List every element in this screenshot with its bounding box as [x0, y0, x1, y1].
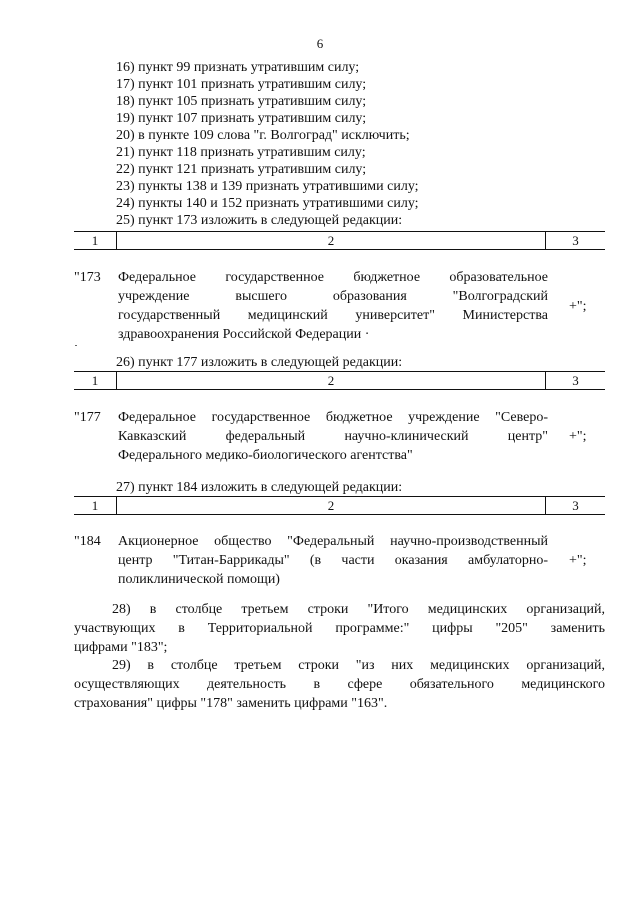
entry-line: здравоохранения Российской Федерации · — [118, 327, 370, 342]
entry-text-177 — [118, 408, 548, 465]
entry-line: поликлинической помощи) — [118, 572, 280, 587]
table-header-col-3: 3 — [572, 373, 579, 388]
table-header-row — [74, 371, 605, 390]
entry-end-184: +"; — [569, 553, 587, 568]
paragraph-line: страхования" цифры "178" заменить цифрами "163". — [74, 696, 388, 711]
list-item: 20) в пункте 109 слова "г. Волгоград" исключить; — [116, 128, 410, 143]
entry-line: учреждение высшего образования "Волгоградский — [118, 289, 548, 304]
entry-number-177: "177 — [74, 410, 101, 425]
entry-line: государственный медицинский университет" Министерства — [118, 308, 548, 323]
list-item: 19) пункт 107 признать утратившим силу; — [116, 111, 367, 126]
list-item: 21) пункт 118 признать утратившим силу; — [116, 145, 366, 160]
entry-text-173 — [118, 268, 548, 344]
paragraph-29 — [74, 656, 605, 713]
list-item: 23) пункты 138 и 139 признать утратившими силу; — [116, 179, 419, 194]
table-header-row — [74, 231, 605, 250]
list-item: 24) пункты 140 и 152 признать утратившими силу; — [116, 196, 419, 211]
table-header-col-3: 3 — [572, 498, 579, 513]
list-item: 16) пункт 99 признать утратившим силу; — [116, 60, 360, 75]
table-header-col-2: 2 — [116, 497, 546, 514]
paragraph-line: участвующих в Территориальной программе:" цифры "205" заменить — [74, 621, 605, 636]
table-header-col-1: 1 — [91, 498, 99, 513]
amendment-list — [116, 59, 419, 229]
list-item-26: 26) пункт 177 изложить в следующей редакции: — [116, 355, 403, 370]
paragraph-line: 28) в столбце третьем строки "Итого медицинских организаций, — [112, 602, 605, 617]
entry-line: Федеральное государственное бюджетное учреждение "Северо- — [118, 410, 548, 425]
table-header-col-2: 2 — [116, 372, 546, 389]
paragraph-line: цифрами "183"; — [74, 640, 168, 655]
entry-line: центр "Титан-Баррикады" (в части оказания амбулаторно- — [118, 553, 548, 568]
table-header-col-3: 3 — [572, 233, 579, 248]
paragraph-28 — [74, 600, 605, 657]
paragraph-line: осуществляющих деятельность в сфере обязательного медицинского — [74, 677, 605, 692]
list-item: 18) пункт 105 признать утратившим силу; — [116, 94, 367, 109]
entry-line: Федерального медико-биологического агентства" — [118, 448, 413, 463]
entry-end-173: +"; — [569, 299, 587, 314]
entry-number-184: "184 — [74, 534, 101, 549]
entry-line: Акционерное общество "Федеральный научно-производственный — [118, 534, 548, 549]
page-number: 6 — [316, 36, 324, 51]
scan-speck — [75, 345, 77, 346]
list-item-27: 27) пункт 184 изложить в следующей редакции: — [116, 480, 403, 495]
paragraph-line: 29) в столбце третьем строки "из них медицинских организаций, — [112, 658, 605, 673]
entry-number-173: "173 — [74, 270, 101, 285]
list-item: 17) пункт 101 признать утратившим силу; — [116, 77, 367, 92]
entry-text-184 — [118, 532, 548, 589]
table-header-col-1: 1 — [91, 373, 99, 388]
table-header-col-2: 2 — [116, 232, 546, 249]
entry-end-177: +"; — [569, 429, 587, 444]
list-item: 25) пункт 173 изложить в следующей редакции: — [116, 213, 403, 228]
table-header-row — [74, 496, 605, 515]
entry-line: Федеральное государственное бюджетное образовательное — [118, 270, 548, 285]
table-header-col-1: 1 — [91, 233, 99, 248]
entry-line: Кавказский федеральный научно-клинический центр" — [118, 429, 548, 444]
list-item: 22) пункт 121 признать утратившим силу; — [116, 162, 367, 177]
